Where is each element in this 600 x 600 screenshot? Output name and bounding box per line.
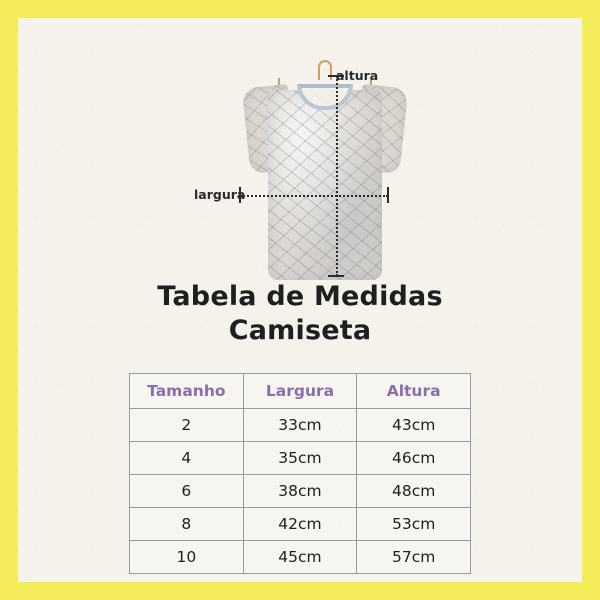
cell-tamanho: 2 [130,409,244,442]
measurements-table [129,373,471,574]
cell-largura: 45cm [243,541,357,574]
table-row [130,409,471,442]
cell-tamanho: 4 [130,442,244,475]
cell-largura: 33cm [243,409,357,442]
page-title-line1: Tabela de Medidas [157,281,443,312]
tshirt-graphic [240,72,410,280]
column-header-largura: Largura [243,374,357,409]
width-measure-line [240,195,388,197]
tshirt-body [268,90,382,280]
width-measure-label: largura [194,187,246,202]
content-card [18,18,582,582]
tshirt-illustration [240,40,410,280]
cell-altura: 57cm [357,541,471,574]
table-row [130,541,471,574]
cell-largura: 38cm [243,475,357,508]
column-header-tamanho: Tamanho [130,374,244,409]
cell-tamanho: 6 [130,475,244,508]
width-measure-cap-right [387,187,389,203]
cell-tamanho: 8 [130,508,244,541]
column-header-altura: Altura [357,374,471,409]
measurements-table-container [129,373,471,574]
cell-altura: 43cm [357,409,471,442]
cell-largura: 42cm [243,508,357,541]
table-row [130,442,471,475]
table-row [130,508,471,541]
table-header-row [130,374,471,409]
height-measure-cap-bottom [328,275,344,277]
table-row [130,475,471,508]
cell-tamanho: 10 [130,541,244,574]
cell-largura: 35cm [243,442,357,475]
page-title-line2: Camiseta [228,314,372,346]
height-measure-line [336,76,338,276]
cell-altura: 53cm [357,508,471,541]
page-title [18,280,582,348]
height-measure-label: altura [336,68,379,83]
cell-altura: 48cm [357,475,471,508]
cell-altura: 46cm [357,442,471,475]
